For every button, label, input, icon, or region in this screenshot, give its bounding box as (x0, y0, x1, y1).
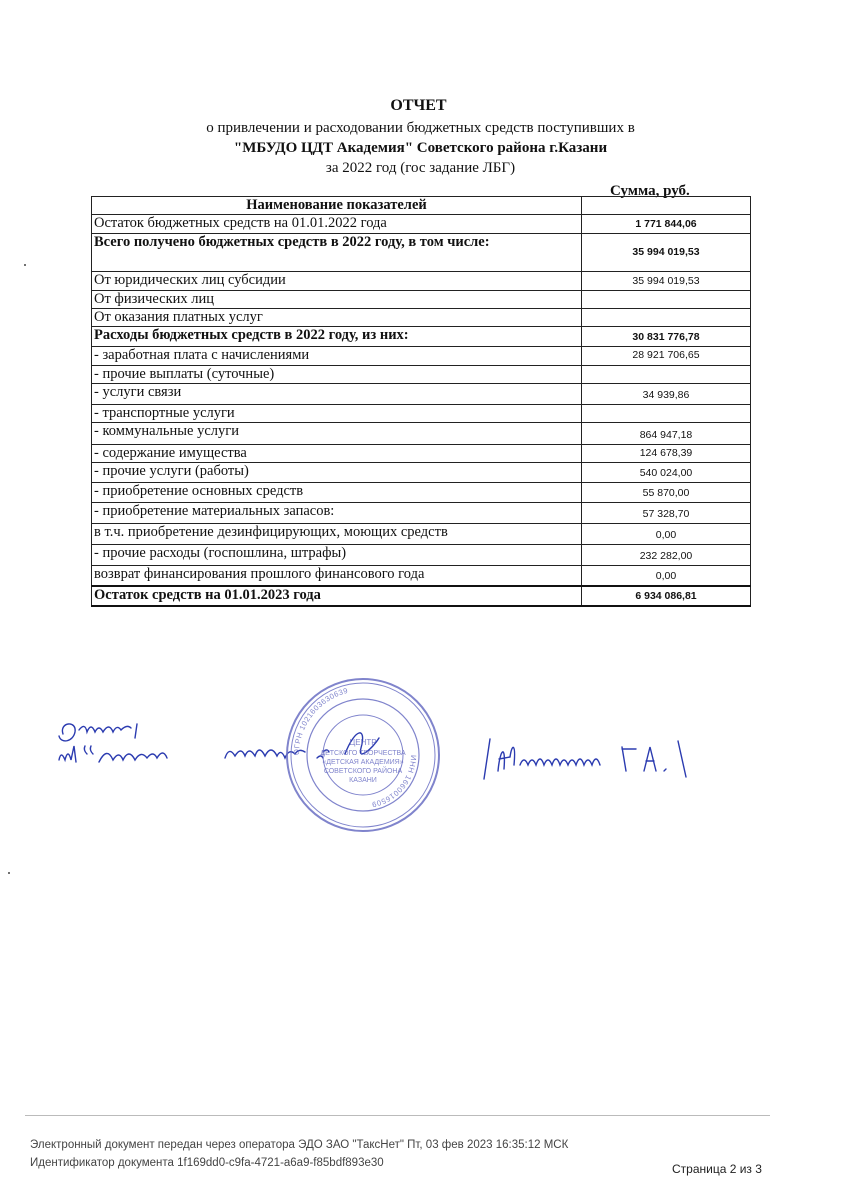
table-row (92, 483, 751, 503)
report-title: ОТЧЕТ (390, 97, 447, 114)
row-value: 6 934 086,81 (582, 586, 751, 606)
row-name: Расходы бюджетных средств в 2022 году, из них: (92, 327, 582, 347)
table-row (92, 463, 751, 483)
row-value: 30 831 776,78 (582, 327, 751, 347)
row-value (582, 291, 751, 309)
table-row (92, 423, 751, 445)
table-row (92, 309, 751, 327)
svg-text:КАЗАНИ: КАЗАНИ (349, 777, 377, 784)
row-name: - прочие расходы (госпошлина, штрафы) (92, 545, 582, 566)
row-value: 0,00 (582, 566, 751, 586)
table-row (92, 445, 751, 463)
table-row (92, 566, 751, 586)
name-column-header: Наименование показателей (92, 197, 582, 215)
document-identifier: Идентификатор документа 1f169dd0-c9fa-4721-a6a9-f85bdf893e30 (30, 1157, 384, 1169)
row-value: 28 921 706,65 (582, 347, 751, 366)
row-name: - прочие выплаты (суточные) (92, 366, 582, 384)
table-row (92, 405, 751, 423)
row-name: От оказания платных услуг (92, 309, 582, 327)
table-row (92, 347, 751, 366)
row-name: - приобретение материальных запасов: (92, 503, 582, 524)
svg-text:ЦЕНТР: ЦЕНТР (349, 738, 377, 747)
sum-column-header: Сумма, руб. (610, 183, 690, 199)
row-value (582, 405, 751, 423)
svg-text:СОВЕТСКОГО РАЙОНА: СОВЕТСКОГО РАЙОНА (323, 768, 403, 775)
svg-text:ДЕТСКОГО ТВОРЧЕСТВА: ДЕТСКОГО ТВОРЧЕСТВА (320, 750, 406, 757)
organization-stamp (283, 675, 443, 835)
row-value: 0,00 (582, 524, 751, 545)
row-name: Остаток средств на 01.01.2023 года (92, 586, 582, 606)
svg-text:«ДЕТСКАЯ АКАДЕМИЯ»: «ДЕТСКАЯ АКАДЕМИЯ» (322, 759, 404, 766)
page-number: Страница 2 из 3 (672, 1162, 762, 1176)
row-name: Остаток бюджетных средств на 01.01.2022 года (92, 215, 582, 234)
row-name: - транспортные услуги (92, 405, 582, 423)
table-row (92, 384, 751, 405)
row-name: - содержание имущества (92, 445, 582, 463)
table-row (92, 234, 751, 272)
row-value: 57 328,70 (582, 503, 751, 524)
row-name: - коммунальные услуги (92, 423, 582, 445)
row-name: - прочие услуги (работы) (92, 463, 582, 483)
table-row (92, 215, 751, 234)
row-value (582, 366, 751, 384)
row-value (582, 309, 751, 327)
report-subtitle-line1: о привлечении и расходовании бюджетных средств поступивших в (206, 120, 635, 136)
report-period: за 2022 год (гос задание ЛБГ) (325, 160, 516, 176)
director-name-handwritten (480, 735, 700, 785)
row-name: - услуги связи (92, 384, 582, 405)
row-name: - заработная плата с начислениями (92, 347, 582, 366)
row-name: Всего получено бюджетных средств в 2022 году, в том числе: (92, 234, 582, 272)
svg-text:ОГРН 1021603630639 (292, 686, 349, 755)
scan-dot (8, 872, 10, 874)
stamp-ogrn: ОГРН 1021603630639 (291, 685, 349, 756)
row-name: От юридических лиц субсидии (92, 272, 582, 291)
report-table (91, 196, 751, 607)
row-value: 55 870,00 (582, 483, 751, 503)
row-value: 1 771 844,06 (582, 215, 751, 234)
report-organization: "МБУДО ЦДТ Академия" Советского района г.Казани (233, 140, 608, 156)
table-row (92, 545, 751, 566)
table-row (92, 366, 751, 384)
table-row (92, 272, 751, 291)
row-name: От физических лиц (92, 291, 582, 309)
table-header-row (92, 197, 751, 215)
table-row (92, 524, 751, 545)
row-value: 35 994 019,53 (582, 234, 751, 272)
row-value: 232 282,00 (582, 545, 751, 566)
table-row (92, 327, 751, 347)
row-value: 540 024,00 (582, 463, 751, 483)
row-value: 124 678,39 (582, 445, 751, 463)
row-value: 34 939,86 (582, 384, 751, 405)
row-value: 864 947,18 (582, 423, 751, 445)
value-column-header-cell (582, 197, 751, 215)
edo-operator-notice: Электронный документ передан через оператора ЭДО ЗАО "ТаксНет" Пт, 03 фев 2023 16:35:12 МСК (30, 1139, 569, 1151)
table-row (92, 503, 751, 524)
table-row-final-balance (92, 586, 751, 606)
row-name: возврат финансирования прошлого финансового года (92, 566, 582, 586)
table-row (92, 291, 751, 309)
scan-dot (24, 264, 26, 266)
row-value: 35 994 019,53 (582, 272, 751, 291)
row-name: - приобретение основных средств (92, 483, 582, 503)
footer-divider (25, 1115, 770, 1116)
stamp-inn: ИНН 1660016509 (370, 754, 419, 810)
row-name: в т.ч. приобретение дезинфицирующих, моющих средств (92, 524, 582, 545)
